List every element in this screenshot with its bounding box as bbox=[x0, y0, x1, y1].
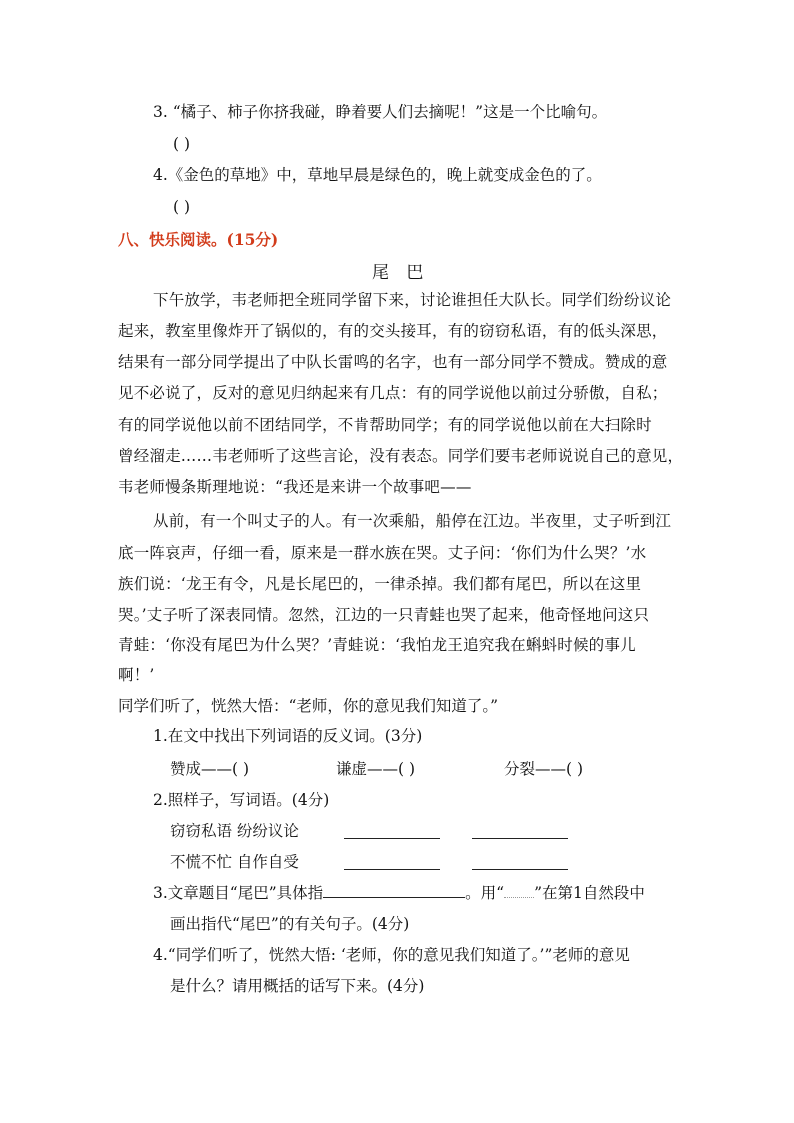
para1-line: 起来，教室里像炸开了锅似的，有的交头接耳，有的窃窃私语，有的低头深思， bbox=[118, 322, 668, 340]
question-1: 1.在文中找出下列词语的反义词。(3分) bbox=[153, 727, 423, 745]
para2-line: 啊！’ bbox=[118, 666, 155, 684]
q3-text-b: 。用“ bbox=[465, 884, 505, 902]
q2-answer-line[interactable] bbox=[472, 838, 568, 839]
q1-item-antonym[interactable]: 分裂——( ) bbox=[504, 760, 584, 778]
q1-item-antonym[interactable]: 赞成——( ) bbox=[170, 760, 250, 778]
q2-answer-line[interactable] bbox=[344, 869, 440, 870]
judge-q3-answer-paren[interactable]: ( ) bbox=[173, 135, 191, 153]
question-4: 4.“同学们听了，恍然大悟: ‘老师，你的意见我们知道了。’”老师的意见 bbox=[153, 946, 630, 964]
q1-item-antonym[interactable]: 谦虚——( ) bbox=[336, 760, 416, 778]
q3-text-a: 3.文章题目“尾巴”具体指 bbox=[153, 884, 324, 902]
para2-line: 哭。’丈子听了深表同情。忽然，江边的一只青蛙也哭了起来，他奇怪地问这只 bbox=[118, 606, 650, 624]
para1-line: 曾经溜走……韦老师听了这些言论，没有表态。同学们要韦老师说说自己的意见， bbox=[118, 447, 684, 465]
para1-line: 韦老师慢条斯理地说：“我还是来讲一个故事吧—— bbox=[118, 478, 472, 496]
para2-line: 族们说：‘龙王有令，凡是长尾巴的，一律杀掉。我们都有尾巴，所以在这里 bbox=[118, 575, 642, 593]
para3: 同学们听了，恍然大悟：“老师，你的意见我们知道了。” bbox=[118, 697, 499, 715]
judge-q4-answer-paren[interactable]: ( ) bbox=[173, 198, 191, 216]
passage-title: 尾 巴 bbox=[372, 263, 430, 283]
section-heading: 八、快乐阅读。(15分) bbox=[118, 230, 279, 249]
para1-line: 结果有一部分同学提出了中队长雷鸣的名字，也有一部分同学不赞成。赞成的意 bbox=[118, 353, 668, 371]
question-3-line2: 画出指代“尾巴”的有关句子。(4分) bbox=[170, 915, 410, 933]
q3-answer-line[interactable] bbox=[323, 883, 465, 898]
judge-q3: 3. “橘子、柿子你挤我碰，睁着要人们去摘呢！”这是一个比喻句。 bbox=[153, 103, 608, 121]
q2-example-row-2: 不慌不忙 自作自受 bbox=[170, 853, 299, 871]
q3-text-c: ”在第1自然段中 bbox=[534, 884, 645, 902]
para2-line: 底一阵哀声，仔细一看，原来是一群水族在哭。丈子问：‘你们为什么哭？’水 bbox=[118, 544, 647, 562]
question-3 bbox=[153, 882, 645, 904]
para1-line: 有的同学说他以前不团结同学，不肯帮助同学；有的同学说他以前在大扫除时 bbox=[118, 416, 652, 434]
wavy-underline-mark bbox=[504, 887, 534, 898]
judge-q4: 4.《金色的草地》中，草地早晨是绿色的，晚上就变成金色的了。 bbox=[153, 166, 602, 184]
para1-line: 下午放学，韦老师把全班同学留下来，讨论谁担任大队长。同学们纷纷议论 bbox=[153, 291, 672, 309]
q2-answer-line[interactable] bbox=[472, 869, 568, 870]
para1-line: 见不必说了，反对的意见归纳起来有几点：有的同学说他以前过分骄傲，自私； bbox=[118, 384, 668, 402]
para2-line: 青蛙：‘你没有尾巴为什么哭？’青蛙说：‘我怕龙王追究我在蝌蚪时候的事儿 bbox=[118, 636, 636, 654]
q2-answer-line[interactable] bbox=[344, 838, 440, 839]
question-2: 2.照样子，写词语。(4分) bbox=[153, 791, 330, 809]
question-4-line2: 是什么？请用概括的话写下来。(4分) bbox=[170, 977, 425, 995]
para2-line: 从前，有一个叫丈子的人。有一次乘船，船停在江边。半夜里，丈子听到江 bbox=[153, 512, 672, 530]
q2-example-row-1: 窃窃私语 纷纷议论 bbox=[170, 822, 299, 840]
